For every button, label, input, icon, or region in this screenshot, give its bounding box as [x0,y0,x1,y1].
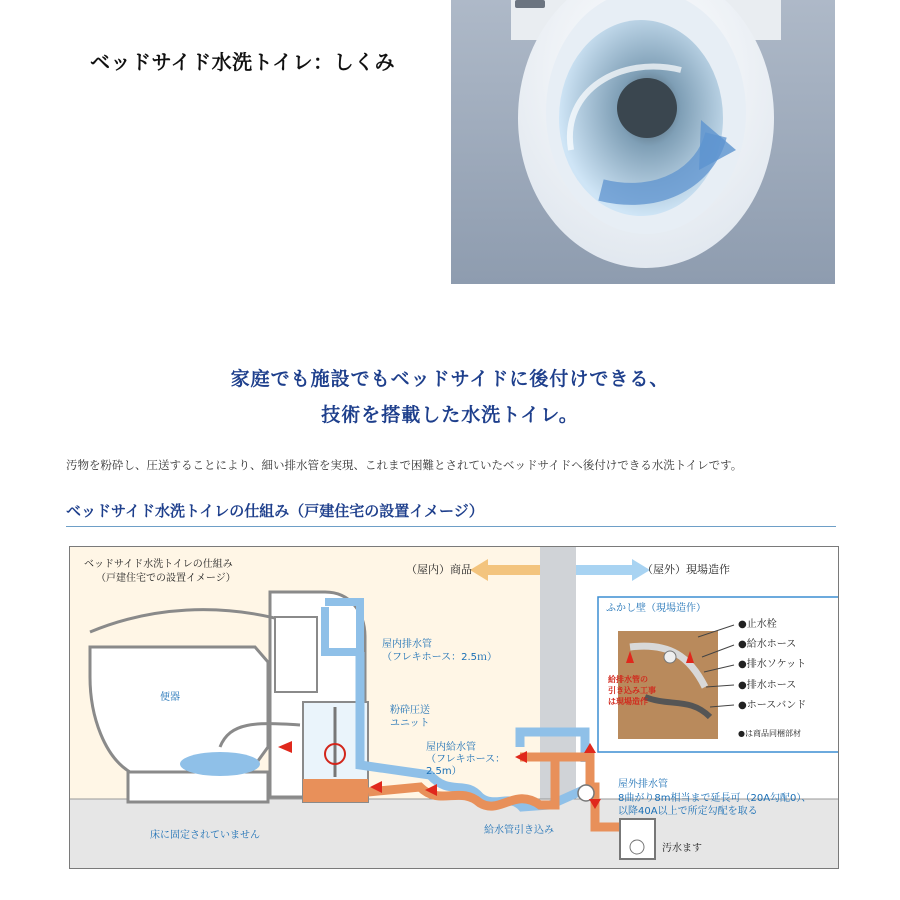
diagram-caption-2: （戸建住宅での設置イメージ） [96,573,236,584]
page-title: ベッドサイド水洗トイレ：しくみ [90,50,396,74]
indoor-drain-label-2: （フレキホース：2.5ｍ） [382,652,498,663]
outdoor-drain-label-1: 屋外排水管 [618,779,668,790]
indoor-label: （屋内）商品 [406,563,472,576]
red-note-3: は現場造作 [608,697,648,706]
indoor-supply-label-2: （フレキホース： [426,754,506,765]
toilet-label: 便器 [160,692,180,703]
indoor-supply-label-3: 2.5m） [426,766,462,777]
installation-diagram [69,546,839,869]
parts-note: ●は商品同梱部材 [738,729,801,738]
crusher-label-2: ユニット [390,718,430,729]
floor-note: 床に固定されていません [150,830,260,841]
supply-inlet-label: 給水管引き込み [484,825,554,836]
part-drain-hose: ●排水ホース [738,680,797,691]
section-heading: ベッドサイド水洗トイレの仕組み（戸建住宅の設置イメージ） [66,502,484,520]
part-supply-hose: ●給水ホース [738,639,797,650]
red-note-2: 引き込み工事 [608,686,656,695]
sewage-basin-label: 汚水ます [662,843,702,854]
section-divider [66,526,836,527]
fake-wall-title: ふかし壁（現場造作） [606,603,706,614]
crusher-label-1: 粉砕圧送 [390,705,430,716]
part-hose-band: ●ホースバンド [738,700,807,711]
toilet-bowl-photo [451,0,835,284]
intro-text: 汚物を粉砕し、圧送することにより、細い排水管を実現、これまで困難とされていたベッドサイドへ後付けできる水洗トイレです。 [66,458,743,472]
headline-line-2: 技術を搭載した水洗トイレ。 [321,404,579,426]
water-tank [275,617,317,692]
outdoor-label: （屋外）現場造作 [642,563,730,576]
part-drain-socket: ●排水ソケット [738,659,807,670]
red-note-1: 給排水管の [608,675,648,684]
headline-line-1: 家庭でも施設でもベッドサイドに後付けできる、 [230,368,670,390]
indoor-supply-label-1: 屋内給水管 [426,742,476,753]
part-stop-valve: ●止水栓 [738,619,777,630]
outdoor-drain-label-3: 以降40A以上で所定勾配を取る [618,806,758,817]
diagram-drawing [70,547,838,868]
diagram-caption-1: ベッドサイド水洗トイレの仕組み [84,559,233,570]
outdoor-drain-label-2: 8曲がり8m相当まで延長可（20A勾配0）、 [618,793,812,804]
indoor-drain-label-1: 屋内排水管 [382,639,432,650]
